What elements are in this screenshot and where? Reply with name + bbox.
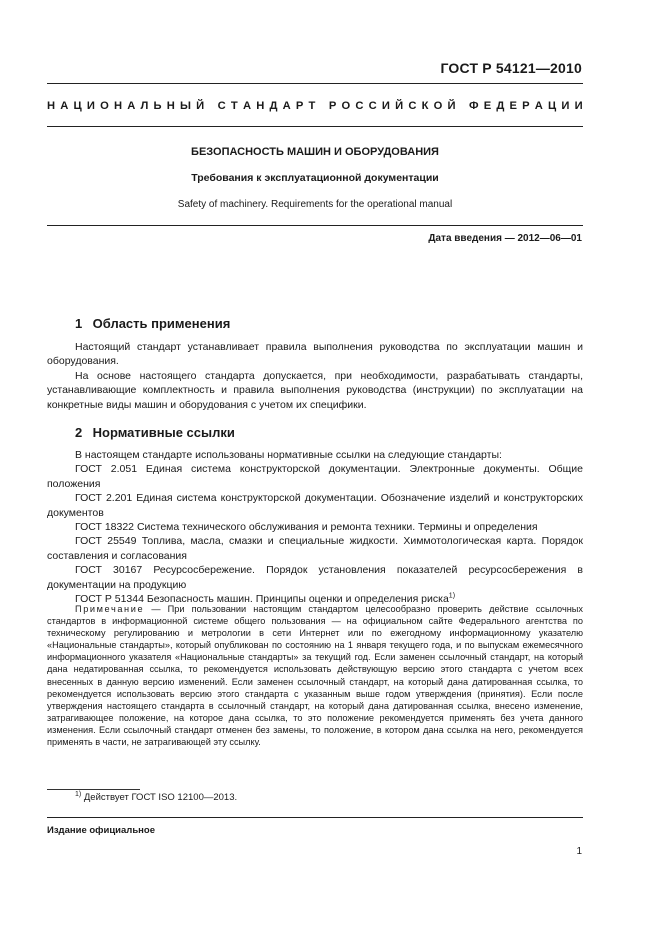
english-title: Safety of machinery. Requirements for the operational manual [177,199,453,210]
banner-letter: Е [509,100,517,112]
effective-date: Дата введения — 2012—06—01 [428,233,582,244]
standard-title: БЕЗОПАСНОСТЬ МАШИН И ОБОРУДОВАНИЯ [191,146,439,158]
section-1-title: Область применения [92,316,231,331]
paragraph: На основе настоящего стандарта допускается, при необходимости, разрабатывать стандарты, устанавливающие комплектность и правила выполнения руководства (инструкции) по эксплуатации на конкретные виды машин и оборудования с учетом их специфики. [47,369,583,411]
page-number: 1 [576,846,582,857]
footnote-mark: 1) [75,790,82,798]
note-label: Примечание [75,604,145,614]
banner-letter: А [534,100,543,112]
note-text: — При пользовании настоящим стандартом целесообразно проверить действие ссылочных стандартов в информационной системе общего пользования — на официальном сайте Федерального агентства по техническому регулированию и метрологии в сети Интернет или по ежегодному информационному указателю «Национальные стандарты», который опубликован по состоянию на 1 января текущего года, и по выпускам ежемесячного информационного указателя «Национальные стандарты» за текущий год. Если заменен ссылочный стандарт, на который дана недатированная ссылка, то рекомендуется использовать действующую версию этого стандарта с учетом всех внесенных в данную версию изменений. Если заменен ссылочный стандарт, на который дана датированная ссылка, то рекомендуется использовать версию этого стандарта с указанным выше годом утверждения (принятия). Если после утверждения настоящего стандарта в ссылочный стандарт, на который дана датированная ссылка, внесено изменение, затрагивающее положение, на которое дана ссылка, то это положение рекомендуется применять без учета данного изменения. Если ссылочный стандарт отменен без замены, то положение, в котором дана ссылка на него, рекомендуется применять в части, не затрагивающей эту ссылку. [47,604,583,748]
header-rule [47,83,583,84]
banner-letter: И [86,100,95,112]
banner-letter: С [217,100,226,112]
banner-letter: Т [230,100,238,112]
section-1-heading [75,316,230,331]
banner-letter: Н [256,100,265,112]
document-number: ГОСТ Р 54121—2010 [440,60,582,76]
banner-letter: С [355,100,364,112]
reference-item: ГОСТ 25549 Топлива, масла, смазки и специальные жидкости. Химмотологическая карта. Порядок составления и согласования [47,535,583,562]
edition-label: Издание официальное [47,825,155,836]
banner-letter [209,100,212,112]
banner-letter: О [341,100,351,112]
section-1-number: 1 [75,316,83,331]
banner-letter: Ц [73,100,82,112]
section-2-body [47,448,583,606]
banner-letter: Т [308,100,316,112]
note-block [47,603,583,748]
banner-letter: Н [47,100,56,112]
footnote-text: Действует ГОСТ ISO 12100—2013. [83,792,238,803]
banner-letter: И [381,100,390,112]
banner-letter: А [60,100,69,112]
banner-letter: С [408,100,417,112]
footer-rule [47,817,583,818]
reference-item: ГОСТ 18322 Система технического обслуживания и ремонта техники. Термины и определения [75,521,538,534]
banner-letter: Ц [548,100,557,112]
footnote-separator [47,789,140,790]
paragraph: В настоящем стандарте использованы нормативные ссылки на следующие стандарты: [75,449,502,461]
banner-letter [461,100,464,112]
banner-letter: Д [496,100,505,112]
footnote-marker[interactable]: 1) [448,592,456,600]
reference-item: ГОСТ 2.051 Единая система конструкторской документации. Электронные документы. Общие положения [47,463,583,490]
footnote [75,792,237,803]
banner-letter: Й [447,100,456,112]
banner-letter: Л [140,100,149,112]
banner-letter: Й [395,100,404,112]
paragraph: Настоящий стандарт устанавливает правила выполнения руководства по эксплуатации машин и оборудования. [47,341,583,368]
banner-letter: Н [166,100,175,112]
reference-item: ГОСТ 30167 Ресурсосбережение. Порядок установления показателей ресурсосбережения в документации на продукцию [47,564,583,591]
banner-letter: Н [113,100,123,112]
banner-letter: К [421,100,429,112]
section-2-number: 2 [75,425,83,440]
banner-letter: Д [269,100,278,112]
banner-letter: А [282,100,291,112]
reference-item: ГОСТ 2.201 Единая система конструкторской документации. Обозначение изделий и конструкторских документов [47,492,583,519]
section-2-title: Нормативные ссылки [92,425,235,440]
banner-letter [321,100,324,112]
section-1-body [47,340,583,412]
banner-rule [47,126,583,127]
banner-letter: Ь [153,100,162,112]
banner-letter: Р [522,100,530,112]
banner-letter: Е [483,100,492,112]
banner-letter: А [242,100,252,112]
banner-letter: И [574,100,583,112]
standard-subtitle: Требования к эксплуатационной документации [191,172,439,184]
banner-letter: Р [295,100,304,112]
title-rule [47,225,583,226]
banner-letter: Ф [468,100,479,112]
banner-letter: С [368,100,377,112]
banner-letter: Ы [180,100,191,112]
banner-letter: О [433,100,443,112]
reference-text: ГОСТ Р 51344 Безопасность машин. Принципы оценки и определения риска [75,593,449,606]
banner-letter: И [561,100,570,112]
banner-letter: Й [196,100,205,112]
banner-letter: О [100,100,109,112]
national-standard-banner [47,100,583,112]
banner-letter: Р [328,100,337,112]
section-2-heading [75,425,235,440]
banner-letter: А [127,100,136,112]
